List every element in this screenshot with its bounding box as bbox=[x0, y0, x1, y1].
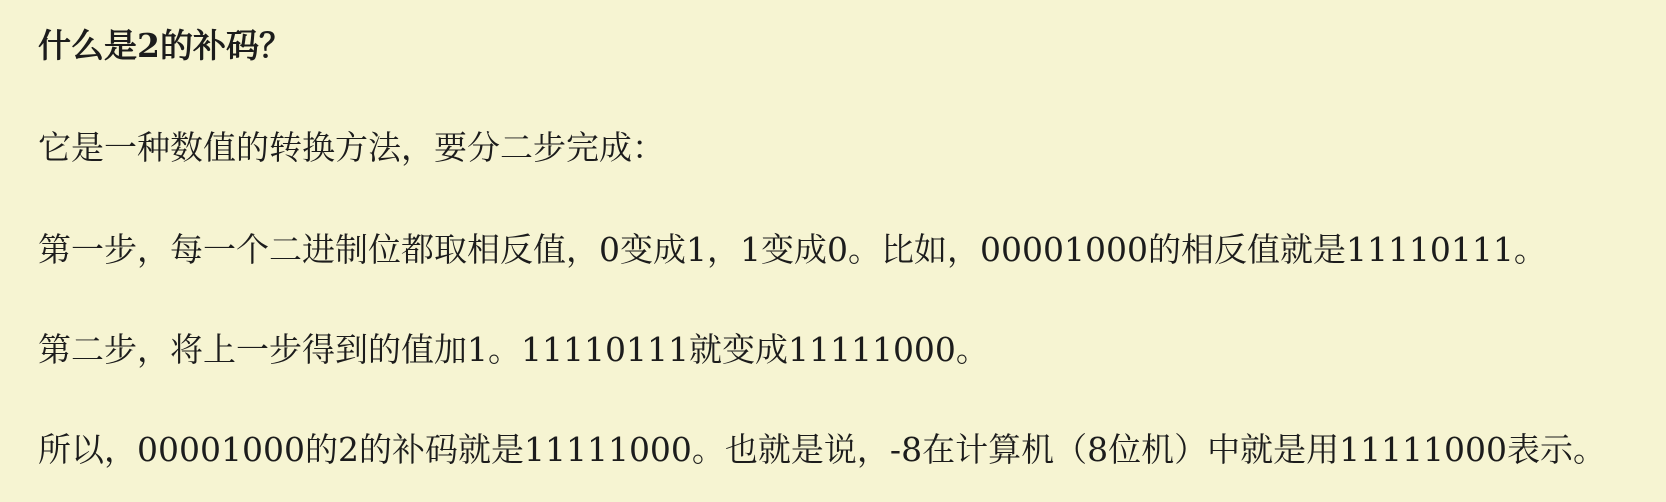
paragraph-step-one: 第一步，每一个二进制位都取相反值，0变成1，1变成0。比如，00001000的相反值就是11110111。 bbox=[38, 230, 1547, 269]
paragraph-conclusion: 所以，00001000的2的补码就是11111000。也就是说，-8在计算机（8位机）中就是用11111000表示。 bbox=[38, 430, 1607, 469]
section-heading: 什么是2的补码？ bbox=[38, 26, 292, 65]
paragraph-intro: 它是一种数值的转换方法，要分二步完成： bbox=[38, 128, 665, 167]
paragraph-step-two: 第二步，将上一步得到的值加1。11110111就变成11111000。 bbox=[38, 330, 989, 369]
